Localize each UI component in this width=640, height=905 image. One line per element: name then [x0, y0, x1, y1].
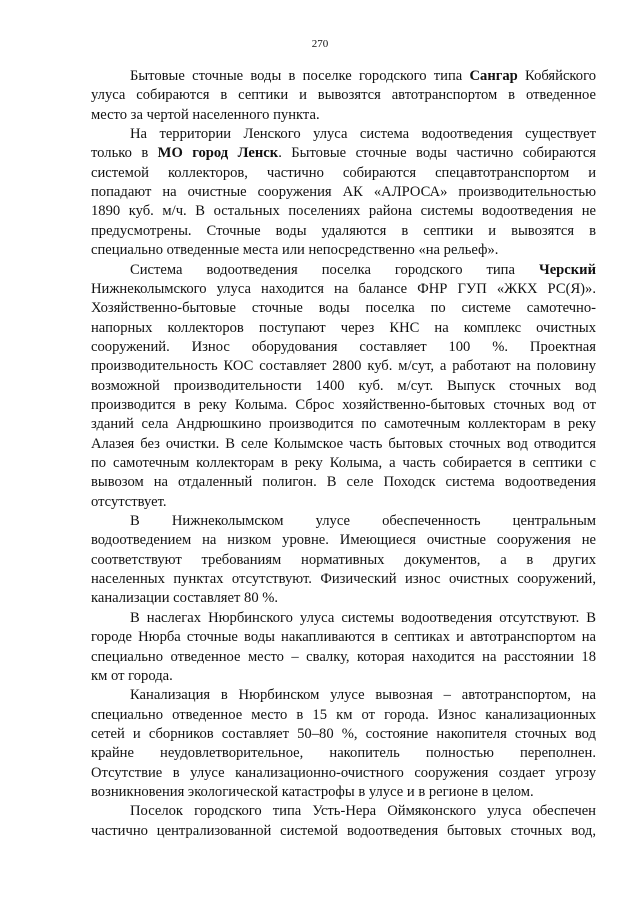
text-line	[91, 106, 596, 125]
text-run: специально отведенное место – свалку, которая находится на расстоянии 18	[91, 648, 596, 665]
text-line	[91, 706, 596, 725]
text-run: На территории Ленского улуса система водоотведения существует	[130, 126, 596, 143]
text-run: Система водоотведения поселка городского типа	[130, 261, 539, 278]
text-line	[91, 454, 596, 473]
text-run: городе Нюрба сточные воды накапливаются в септиках и автотранспортом на	[91, 629, 596, 646]
text-run: по самотечным коллекторам в реку Колыма, а часть собирается в септики с	[91, 455, 596, 471]
text-line	[91, 222, 596, 241]
text-line	[91, 202, 596, 221]
text-line	[91, 493, 596, 512]
text-run: Поселок городского типа Усть-Нера Оймяконского улуса обеспечен	[130, 803, 596, 820]
text-run: канализации составляет 80 %.	[91, 590, 279, 607]
text-run: возможной производительности 1400 куб. м/сут. Выпуск сточных вод	[91, 377, 596, 394]
text-line	[91, 164, 596, 183]
text-line	[130, 686, 596, 705]
text-run: системой коллекторов, частично собираются спецавтотранспортом и	[91, 164, 596, 181]
text-line	[91, 725, 596, 744]
text-line	[130, 261, 596, 280]
text-line	[91, 783, 596, 802]
text-line	[91, 764, 596, 783]
text-line	[130, 125, 596, 144]
text-line	[91, 357, 596, 376]
text-run: соответствуют требованиям нормативных документов, а в других	[91, 551, 596, 568]
text-run: Бытовые сточные воды в поселке городского типа	[130, 68, 470, 84]
text-run: производительность КОС составляет 2800 куб. м/сут, а работают на половину	[91, 358, 596, 375]
text-line	[91, 280, 596, 299]
text-line	[91, 551, 596, 570]
text-run: км от города.	[91, 667, 173, 684]
text-line	[91, 319, 596, 338]
text-line	[91, 473, 596, 492]
text-run: улуса собираются в септики и вывозятся автотранспортом в отведенное	[91, 87, 596, 104]
text-line	[91, 648, 596, 667]
text-run: Алазея без очистки. В селе Колымское часть бытовых сточных вод отводится	[91, 435, 596, 452]
text-line	[91, 589, 596, 608]
text-line	[91, 241, 596, 260]
text-run: крайне неудовлетворительное, накопитель полностью переполнен.	[91, 745, 596, 762]
text-run: напорных коллекторов поступают через КНС на комплекс очистных	[91, 319, 596, 336]
text-run: В наслегах Нюрбинского улуса системы водоотведения отсутствуют. В	[130, 609, 596, 626]
text-run: зданий села Андрюшкино производится по самотечным коллекторам в реку	[91, 416, 596, 433]
text-line	[130, 512, 596, 531]
text-line	[130, 609, 596, 628]
text-line	[91, 86, 596, 105]
text-run: 1890 куб. м/ч. В остальных поселениях района системы водоотведения не	[91, 203, 596, 220]
text-line	[91, 396, 596, 415]
text-run: специально отведенное место в 15 км от города. Износ канализационных	[91, 706, 596, 723]
text-run: Хозяйственно-бытовые сточные воды поселка по системе самотечно-	[91, 300, 596, 317]
text-run: попадают на очистные сооружения АК «АЛРОСА» производительностью	[91, 184, 596, 201]
text-line	[130, 802, 596, 821]
text-line	[91, 628, 596, 647]
text-line	[91, 377, 596, 396]
text-run: специально отведенные места или непосредственно «на рельеф».	[91, 242, 499, 259]
text-run: Нижнеколымского улуса находится на балансе ФНР ГУП «ЖКХ РС(Я)».	[91, 280, 596, 297]
text-run: населенных пунктах отсутствуют. Физический износ очистных сооружений,	[91, 571, 596, 588]
text-line	[91, 183, 596, 202]
text-line	[91, 435, 596, 454]
text-run: Кобяйского	[517, 68, 596, 84]
page-number: 270	[311, 38, 329, 50]
text-run: только в	[91, 145, 158, 162]
text-run: предусмотрены. Сточные воды удаляются в септики и вывозятся в	[91, 222, 596, 239]
text-run: место за чертой населенного пункта.	[91, 106, 320, 123]
text-run: Отсутствие в улусе канализационно-очистного сооружения создает угрозу	[91, 764, 596, 781]
text-line	[91, 744, 596, 763]
text-line	[91, 338, 596, 357]
text-run: . Бытовые сточные воды частично собираются	[278, 145, 597, 162]
text-line	[91, 531, 596, 550]
text-run: сетей и сборников составляет 50–80 %, состояние накопителя сточных вод	[91, 725, 596, 742]
text-run: Канализация в Нюрбинском улусе вывозная – автотранспортом, на	[130, 687, 596, 704]
text-line	[91, 822, 596, 841]
bold-place-name: Сангар	[469, 68, 518, 84]
text-run: сооружений. Износ оборудования составляет 100 %. Проектная	[91, 338, 596, 355]
bold-place-name: Черский	[538, 261, 596, 278]
text-line	[91, 299, 596, 318]
text-line	[91, 570, 596, 589]
bold-place-name: МО город Ленск	[157, 145, 279, 162]
text-run: отсутствует.	[91, 493, 167, 510]
text-line	[91, 415, 596, 434]
text-line	[91, 144, 596, 163]
text-line	[91, 667, 596, 686]
text-run: частично централизованной системой водоотведения бытовых сточных вод,	[91, 822, 596, 839]
text-run: В Нижнеколымском улусе обеспеченность центральным	[130, 513, 596, 530]
text-run: возникновения экологической катастрофы в улусе и в регионе в целом.	[91, 783, 534, 800]
text-run: вывозом на отдаленный полигон. В селе Походск система водоотведения	[91, 474, 596, 491]
text-run: водоотведением на низком уровне. Имеющиеся очистные сооружения не	[91, 532, 596, 549]
text-run: производится в реку Колыма. Сброс хозяйственно-бытовых сточных вод от	[91, 396, 596, 413]
text-line	[130, 67, 596, 86]
